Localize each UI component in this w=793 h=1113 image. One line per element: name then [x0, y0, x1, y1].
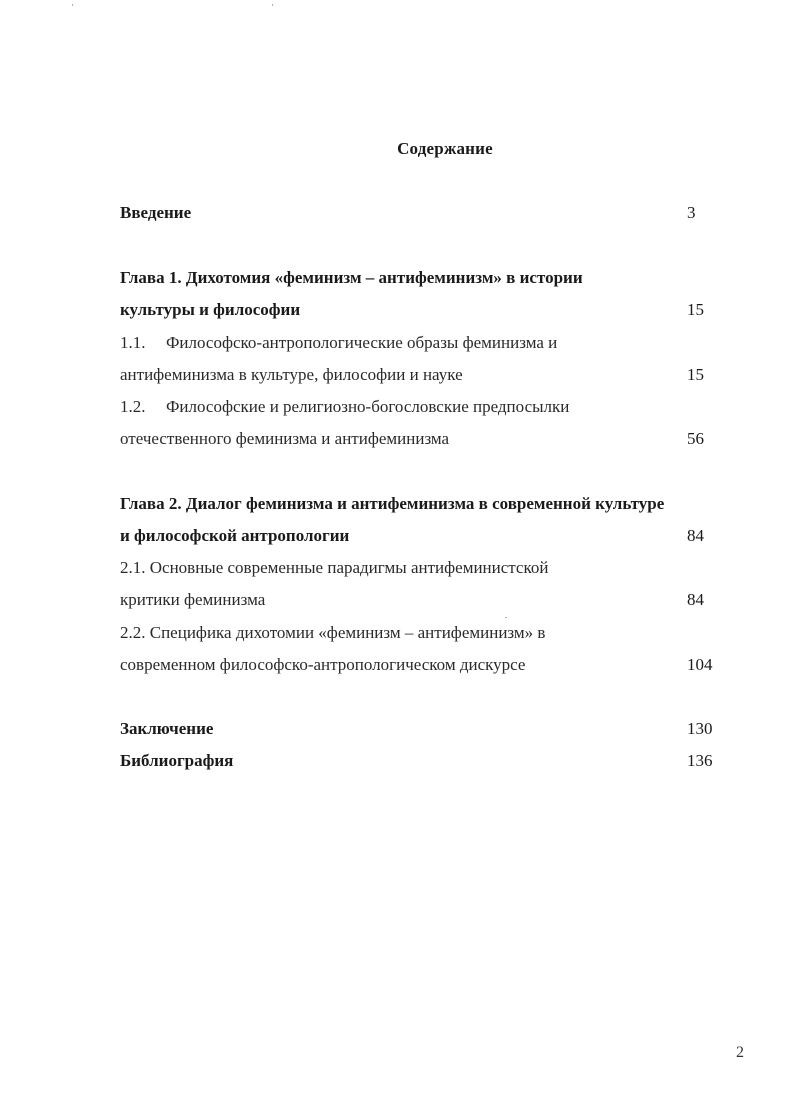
scan-speck — [505, 617, 507, 618]
toc-entry-chapter-2-line-2: и философской антропологии — [120, 526, 350, 545]
toc-page-section-2-2: 104 — [687, 655, 713, 674]
toc-entry-section-2-2-line-1: 2.2. Специфика дихотомии «феминизм – антифеминизм» в — [120, 623, 546, 642]
toc-section-text: Философско-антропологические образы феминизма и — [166, 333, 558, 352]
toc-entry-chapter-2-line-1: Глава 2. Диалог феминизма и антифеминизма в современной культуре — [120, 494, 665, 513]
toc-page-chapter-2: 84 — [687, 526, 704, 545]
toc-page-section-1-2: 56 — [687, 429, 704, 448]
toc-entry-chapter-1-line-1: Глава 1. Дихотомия «феминизм – антифеминизм» в истории — [120, 268, 583, 287]
toc-entry-chapter-1-line-2: культуры и философии — [120, 300, 301, 319]
toc-page-section-2-1: 84 — [687, 590, 704, 609]
toc-entry-conclusion: Заключение — [120, 719, 214, 738]
toc-entry-section-1-1-line-2: антифеминизма в культуре, философии и науке — [120, 365, 463, 384]
toc-entry-section-2-1-line-2: критики феминизма — [120, 590, 266, 609]
toc-entry-bibliography: Библиография — [120, 751, 234, 770]
scan-speck — [272, 4, 273, 6]
toc-page-bibliography: 136 — [687, 751, 713, 770]
page-title: Содержание — [397, 139, 493, 158]
toc-page-introduction: 3 — [687, 203, 696, 222]
toc-section-number: 1.1. — [120, 333, 146, 352]
toc-page-chapter-1: 15 — [687, 300, 704, 319]
toc-page-section-1-1: 15 — [687, 365, 704, 384]
toc-entry-section-1-2-line-1 — [120, 397, 569, 417]
toc-page-conclusion: 130 — [687, 719, 713, 738]
page-number: 2 — [736, 1044, 744, 1061]
toc-entry-introduction: Введение — [120, 203, 192, 222]
toc-section-text: Философские и религиозно-богословские предпосылки — [166, 397, 570, 416]
toc-entry-section-2-2-line-2: современном философско-антропологическом дискурсе — [120, 655, 526, 674]
toc-section-number: 1.2. — [120, 397, 146, 416]
toc-entry-section-2-1-line-1: 2.1. Основные современные парадигмы антифеминистской — [120, 558, 549, 577]
toc-entry-section-1-2-line-2: отечественного феминизма и антифеминизма — [120, 429, 450, 448]
scan-speck — [72, 4, 73, 6]
toc-entry-section-1-1-line-1 — [120, 333, 557, 353]
